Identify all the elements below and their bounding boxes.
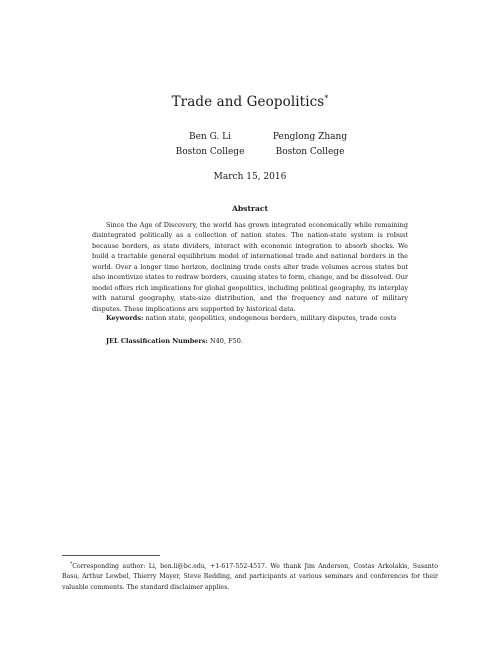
footnote-rule <box>62 555 160 556</box>
keywords-label: Keywords: <box>106 314 144 322</box>
jel-codes: N40, F50. <box>209 337 243 345</box>
author-block-2 <box>250 130 370 160</box>
author-affiliation: Boston College <box>275 147 345 157</box>
jel-label: JEL Classification Numbers: <box>106 337 208 345</box>
paper-date: March 15, 2016 <box>213 172 287 182</box>
author-name: Penglong Zhang <box>272 132 348 142</box>
keywords-text: nation state, geopolitics, endogenous borders, military disputes, trade costs <box>145 314 397 322</box>
paper-title <box>0 94 500 110</box>
footnote-mark: * <box>70 562 73 567</box>
author-block-1 <box>160 130 260 160</box>
jel-line <box>106 336 408 346</box>
author-affiliation: Boston College <box>175 147 245 157</box>
footnote <box>62 560 438 593</box>
keywords-line <box>106 313 408 323</box>
abstract-heading: Abstract <box>231 204 269 213</box>
paper-title-text: Trade and Geopolitics <box>171 94 325 110</box>
footnote-text: Corresponding author: Li, ben.li@bc.edu, +1-617-552-4517. We thank Jim Anderson, Costas Arkolakis, Susanto Basu, Arthur Lewbel, Thierry Mayer, Steve Redding, and participants at various seminars and conferences for their valuable comments. The standard disclaimer applies. <box>62 563 438 591</box>
author-name: Ben G. Li <box>188 132 232 142</box>
title-footnote-mark: * <box>324 94 329 103</box>
abstract-body <box>92 220 408 314</box>
abstract-text: Since the Age of Discovery, the world has grown integrated economically while remaining disintegrated politically as a collection of nation states. The nation-state system is robust because borders, as state dividers, interact with economic integration to absorb shocks. We build a tractable general equilibrium model of international trade and national borders in the world. Over a longer time horizon, declining trade costs alter trade volumes across states but also incentivize states to redraw borders, causing states to form, change, and be dissolved. Our model offers rich implications for global geopolitics, including political geography, its interplay with natural geography, state-size distribution, and the frequency and nature of military disputes. These implications are supported by historical data. <box>92 221 409 313</box>
